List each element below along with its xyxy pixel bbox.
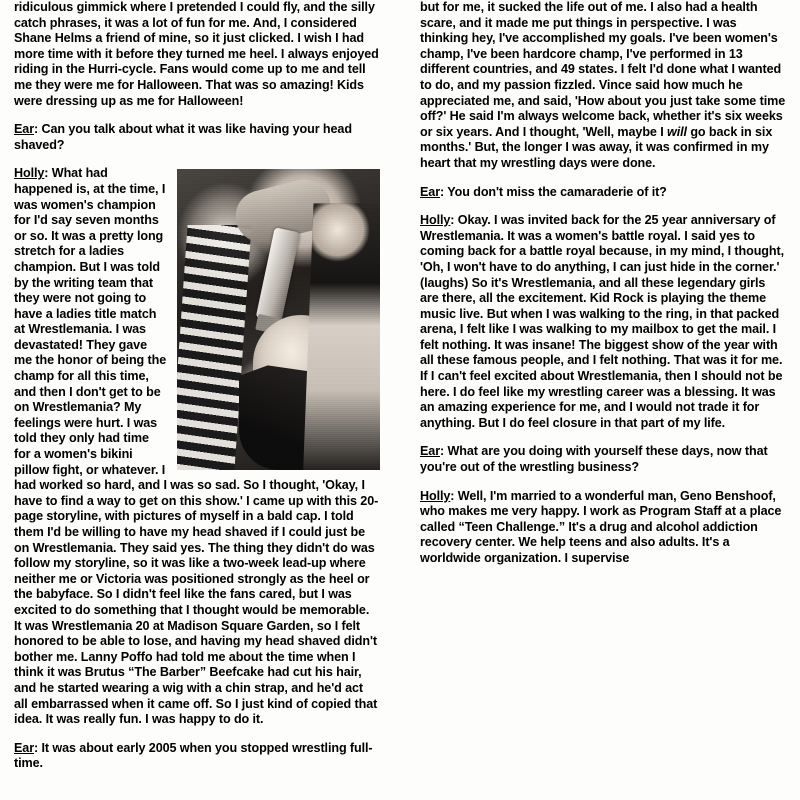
speaker-label: Holly [420,213,451,228]
ear-question-head-shaved [14,122,380,153]
holly-answer-gimmick [14,0,380,109]
speaker-label: Holly [420,488,451,503]
holly-answer-health-scare [420,0,786,172]
photo-grain [177,169,380,470]
holly-answer-wrestlemania-25 [420,213,786,431]
holly-answer-teen-challenge [420,489,786,567]
paragraph-text: ridiculous gimmick where I pretended I could fly, and the silly catch phrases, it was a lot of fun for me. And, I considered Shane Helms a friend of mine, so it just clicked. I wish I had more time with it before they turned me heel. I always enjoyed riding in the Hurri-cycle. Fans would come up to me and tell me they were me for Halloween. That was so amazing! Kids were dressing up as me for Halloween! [14,0,379,108]
ear-question-what-now [420,444,786,475]
speaker-label: Ear [14,122,35,137]
speaker-label: Holly [14,166,45,181]
paragraph-text: : Can you talk about what it was like having your head shaved? [14,122,352,152]
speaker-label: Ear [420,184,441,199]
holly-answer-head-shaved [14,166,380,727]
ear-question-camaraderie [420,185,786,201]
left-column [14,0,380,785]
ear-question-stopped-wrestling [14,741,380,772]
paragraph-text: but for me, it sucked the life out of me. I also had a health scare, and it made me put things in perspective. I was thinking hey, I've accomplished my goals. I've been women's champ, I've been hardcore champ, I've performed in 13 different countries, and 49 states. I felt I'd done what I wanted to do, and my passion fizzled. Vince said how much he appreciated me, and said, 'How about you just take some time off?' He said I'm always welcome back, whether it's six weeks or six years. And I thought, 'Well, maybe I will go back in six months.' But, the longer I was away, it was confirmed in my heart that my wrestling days were done. [420,0,786,170]
wrestler-head-shaving-photo [177,169,380,470]
paragraph-text: : You don't miss the camaraderie of it? [440,184,667,199]
paragraph-text: : Okay. I was invited back for the 25 year anniversary of Wrestlemania. It was a women's battle royal. I said yes to coming back for a battle royal because, in my mind, I thought, 'Oh, I won't have to do anything, I can just hide in the corner.' (laughs) So it's Wrestlemania, and all these legendary girls are there, all the excitement. Kid Rock is playing the theme music live. But when I was walking to the ring, in that packed arena, I felt like I was walking to my mailbox to get the mail. I felt nothing. It was insane! The biggest show of the year with all these famous people, and I felt nothing. That was it for me. If I can't feel excited about Wrestlemania, then I should not be here. I do feel like my wrestling career was a blessing. It was an amazing experience for me, and I would not trade it for anything. But I do feel closure in that part of my life. [420,213,784,430]
speaker-label: Ear [14,740,35,755]
paragraph-text: : Well, I'm married to a wonderful man, Geno Benshoof, who makes me very happy. I work as Program Staff at a place called “Teen Challenge.” It's a drug and alcohol addiction recovery center. We help teens and also adults. It's a worldwide organization. I supervise [420,488,782,565]
paragraph-text: : What had happened is, at the time, I was women's champion for I'd say seven months or so. It was a pretty long stretch for a ladies champion. But I was told by the writing team that they were not going to have a ladies title match at Wrestlemania. I was devastated! They gave me the honor of being the champ for all this time, and then I don't get to be on Wrestlemania? My feelings were hurt. I was told they only had time for a women's bikini pillow fight, or whatever. I had worked so hard, and I was so sad. So I thought, 'Okay, I have to find a way to get on this show.' I came up with this 20-page storyline, with pictures of myself in a bald cap. I told them I'd be willing to have my head shaved if I could just be on Wrestlemania. They said yes. The thing they didn't do was follow my storyline, so it was like a two-week lead-up where neither me or Victoria was positioned strongly as the heel or the babyface. So I didn't feel like the fans cared, but I was excited to do something that I thought would be memorable. It was Wrestlemania 20 at Madison Square Garden, so I felt honored to be able to lose, and having my head shaved didn't bother me. Lanny Poffo had told me about the time when I think it was Brutus “The Barber” Beefcake had cut his hair, and he started wearing a wig with a chin strap, and he'd act all embarrassed when it came off. So I just kind of copied that idea. It was really fun. I was happy to do it. [14,166,379,727]
right-column [420,0,786,567]
paragraph-text: : It was about early 2005 when you stopped wrestling full-time. [14,740,373,771]
paragraph-text: : What are you doing with yourself these days, now that you're out of the wrestling business? [420,444,768,475]
speaker-label: Ear [420,444,441,459]
